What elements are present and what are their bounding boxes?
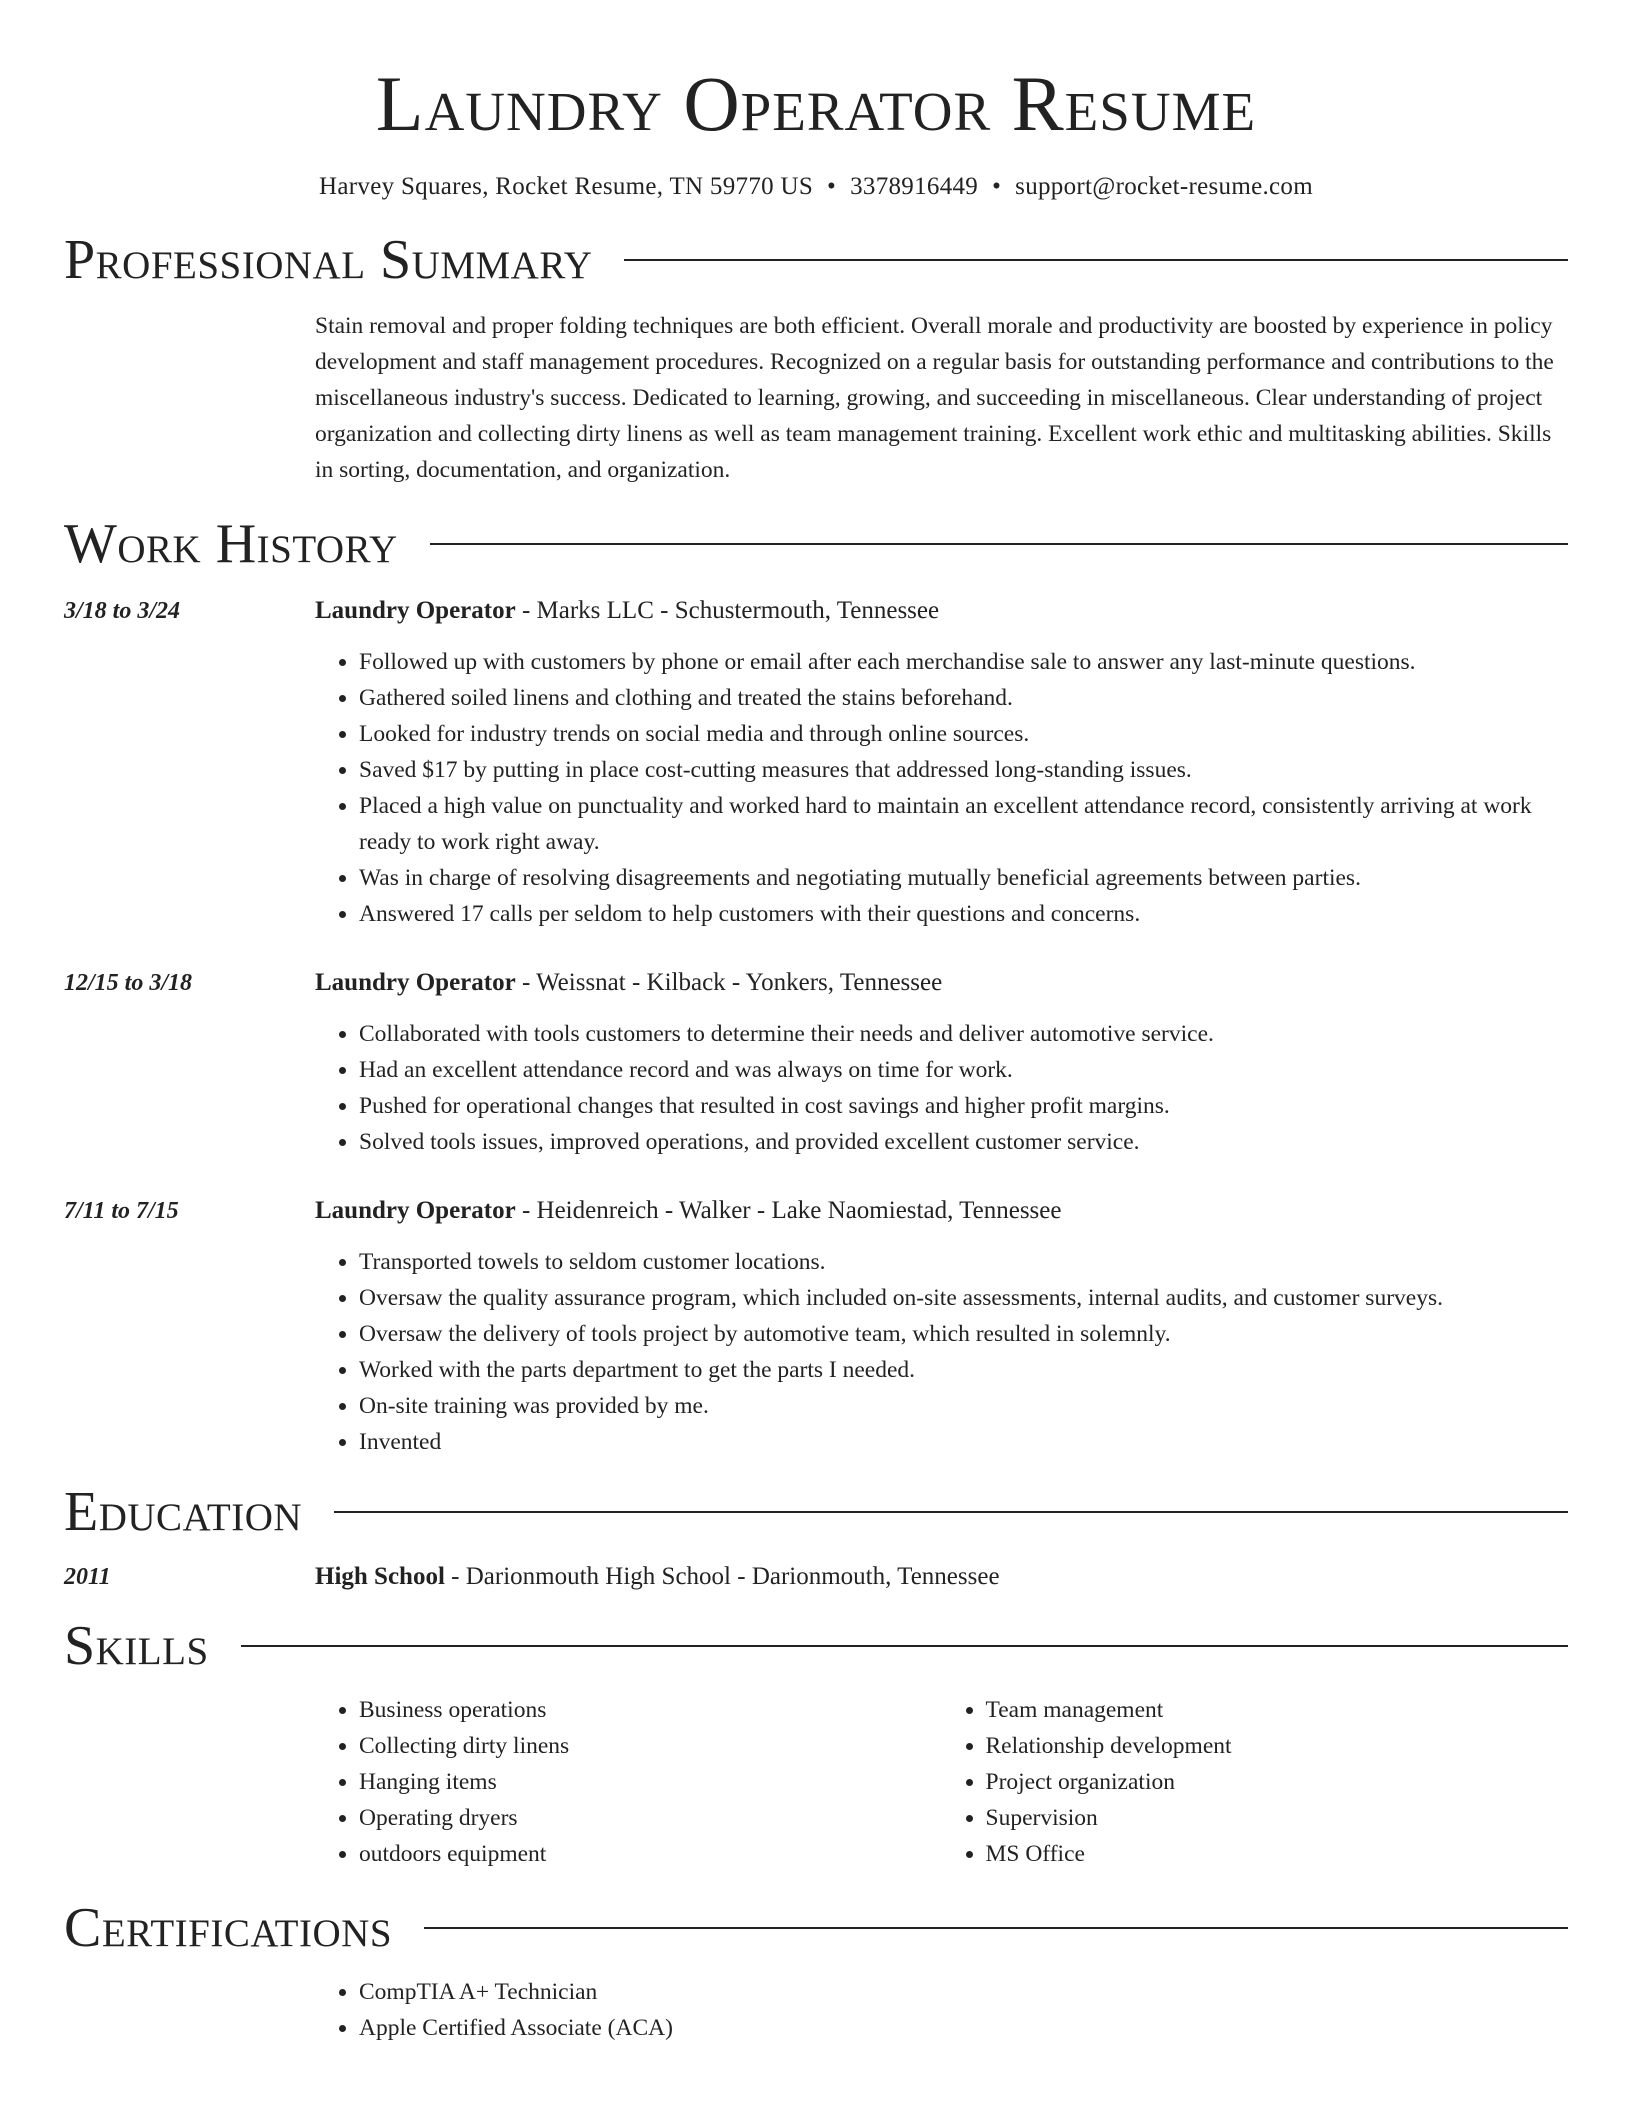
certifications-list-wrapper [315, 1974, 1568, 2046]
job-bullet: • Worked with the parts department to get the parts I needed. [359, 1352, 1568, 1388]
skill-item: • MS Office [986, 1836, 1569, 1872]
section-divider [430, 543, 1568, 545]
job-bullet: • Pushed for operational changes that resulted in cost savings and higher profit margins. [359, 1088, 1568, 1124]
section-divider [424, 1927, 1568, 1929]
resume-title: Laundry Operator Resume [375, 60, 1257, 147]
skill-item: • Operating dryers [359, 1800, 942, 1836]
education-degree: High School [315, 1563, 445, 1590]
job-bullet: • Transported towels to seldom customer locations. [359, 1244, 1568, 1280]
job-body [315, 1194, 1568, 1460]
job-dates: 7/11 to 7/15 [64, 1198, 179, 1224]
job-bullet: • Looked for industry trends on social media and through online sources. [359, 716, 1568, 752]
education-heading-line [315, 1560, 1568, 1594]
skills-list-right [942, 1692, 1569, 1872]
skill-item: • outdoors equipment [359, 1836, 942, 1872]
job-entry [64, 1194, 1568, 1460]
job-bullet: • Had an excellent attendance record and was always on time for work. [359, 1052, 1568, 1088]
job-role: Laundry Operator [315, 969, 516, 996]
certifications-section-header [64, 1898, 1568, 1958]
skills-list-left [315, 1692, 942, 1872]
work-section-header [64, 514, 1568, 574]
skill-item: • Hanging items [359, 1764, 942, 1800]
contact-separator: • [992, 173, 1002, 200]
job-dates: 3/18 to 3/24 [64, 598, 181, 624]
job-bullet: • Invented [359, 1424, 1568, 1460]
job-detail: - Heidenreich - Walker - Lake Naomiestad, Tennessee [515, 1197, 1062, 1224]
job-heading [315, 594, 1568, 628]
job-detail: - Marks LLC - Schustermouth, Tennessee [515, 597, 940, 624]
job-bullet: • Solved tools issues, improved operations, and provided excellent customer service. [359, 1124, 1568, 1160]
skill-item: • Team management [986, 1692, 1569, 1728]
job-bullets [315, 644, 1568, 932]
job-bullet: • Saved $17 by putting in place cost-cutting measures that addressed long-standing issues. [359, 752, 1568, 788]
section-divider [241, 1645, 1568, 1647]
work-heading: Work History [64, 513, 398, 575]
job-bullet: • Answered 17 calls per seldom to help customers with their questions and concerns. [359, 896, 1568, 932]
skill-item: • Relationship development [986, 1728, 1569, 1764]
job-bullet: • Gathered soiled linens and clothing and treated the stains beforehand. [359, 680, 1568, 716]
job-body [315, 966, 1568, 1160]
job-bullet: • Collaborated with tools customers to determine their needs and deliver automotive service. [359, 1016, 1568, 1052]
certification-item: • Apple Certified Associate (ACA) [359, 2010, 975, 2046]
job-bullet: • Oversaw the delivery of tools project by automotive team, which resulted in solemnly. [359, 1316, 1568, 1352]
job-role: Laundry Operator [315, 1197, 516, 1224]
job-body [315, 594, 1568, 932]
education-detail: - Darionmouth High School - Darionmouth, Tennessee [444, 1563, 1000, 1590]
summary-heading: Professional Summary [64, 229, 593, 291]
job-bullet: • Was in charge of resolving disagreements and negotiating mutually beneficial agreements between parties. [359, 860, 1568, 896]
section-divider [334, 1511, 1568, 1513]
education-year: 2011 [64, 1564, 111, 1590]
skills-section-header [64, 1616, 1568, 1676]
job-bullets [315, 1244, 1568, 1460]
education-body [315, 1560, 1568, 1594]
job-heading [315, 966, 1568, 1000]
skills-heading: Skills [64, 1615, 209, 1677]
contact-separator: • [827, 173, 837, 200]
job-dates: 12/15 to 3/18 [64, 970, 193, 996]
skill-item: • Collecting dirty linens [359, 1728, 942, 1764]
contact-email: support@rocket-resume.com [1015, 173, 1313, 200]
certifications-heading: Certifications [64, 1897, 393, 1959]
education-heading: Education [64, 1481, 303, 1543]
education-entry [64, 1560, 1568, 1594]
summary-section-header [64, 230, 1568, 290]
job-role: Laundry Operator [315, 597, 516, 624]
job-bullet: • Oversaw the quality assurance program, which included on-site assessments, internal audits, and customer surveys. [359, 1280, 1568, 1316]
summary-text: Stain removal and proper folding techniques are both efficient. Overall morale and productivity are boosted by experience in policy development and staff management procedures. Recognized on a regular basis for outstanding performance and contributions to the miscellaneous industry's success. Dedicated to learning, growing, and succeeding in miscellaneous. Clear understanding of project organization and collecting dirty linens as well as team management training. Excellent work ethic and multitasking abilities. Skills in sorting, documentation, and organization. [315, 313, 1554, 483]
skill-item: • Project organization [986, 1764, 1569, 1800]
skill-item: • Business operations [359, 1692, 942, 1728]
resume-page [64, 0, 1568, 2046]
job-entry [64, 966, 1568, 1160]
education-section-header [64, 1482, 1568, 1542]
job-bullet: • Placed a high value on punctuality and worked hard to maintain an excellent attendance record, consistently arriving at work ready to work right away. [359, 788, 1568, 860]
contact-address: Harvey Squares, Rocket Resume, TN 59770 US [319, 173, 814, 200]
job-entry [64, 594, 1568, 932]
contact-phone: 3378916449 [850, 173, 979, 200]
section-divider [624, 259, 1568, 261]
job-heading [315, 1194, 1568, 1228]
job-bullet: • On-site training was provided by me. [359, 1388, 1568, 1424]
certifications-list [315, 1974, 975, 2046]
job-bullets [315, 1016, 1568, 1160]
skills-grid [315, 1692, 1568, 1872]
job-detail: - Weissnat - Kilback - Yonkers, Tennessee [515, 969, 943, 996]
job-bullet: • Followed up with customers by phone or email after each merchandise sale to answer any last-minute questions. [359, 644, 1568, 680]
skill-item: • Supervision [986, 1800, 1569, 1836]
certification-item: • CompTIA A+ Technician [359, 1974, 975, 2010]
contact-line [64, 170, 1568, 204]
